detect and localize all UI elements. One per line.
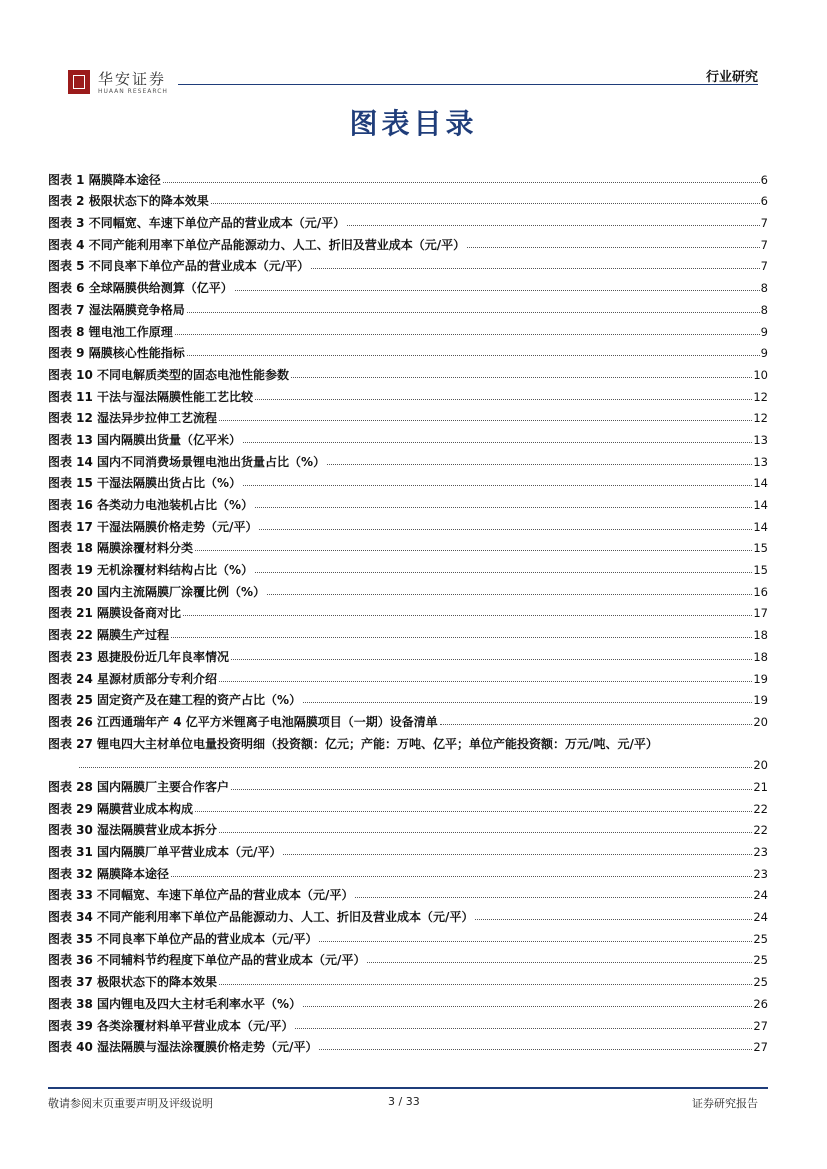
toc-entry[interactable] bbox=[48, 252, 768, 274]
disclaimer-note: 敬请参阅末页重要声明及评级说明 bbox=[48, 1097, 213, 1110]
toc-entry-page: 9 bbox=[760, 346, 768, 361]
toc-entry-page: 25 bbox=[753, 931, 768, 946]
toc-entry-page: 7 bbox=[760, 237, 768, 252]
toc-entry[interactable] bbox=[48, 729, 768, 751]
toc-entry-label: 图表 38 国内锂电及四大主材毛利率水平（%） bbox=[48, 996, 302, 1011]
toc-entry-label: 图表 19 无机涂覆材料结构占比（%） bbox=[48, 563, 254, 578]
toc-entry[interactable] bbox=[48, 946, 768, 968]
toc-entry-label: 图表 21 隔膜设备商对比 bbox=[48, 606, 182, 621]
toc-entry-label: 图表 12 湿法异步拉伸工艺流程 bbox=[48, 411, 218, 426]
toc-entry[interactable] bbox=[48, 707, 768, 729]
leader-dots bbox=[291, 377, 752, 378]
toc-entry[interactable] bbox=[48, 577, 768, 599]
toc-entry-continuation bbox=[48, 751, 768, 773]
toc-entry-page: 22 bbox=[753, 823, 768, 838]
toc-entry-page: 24 bbox=[753, 910, 768, 925]
toc-entry-label: 图表 23 恩捷股份近几年良率情况 bbox=[48, 649, 230, 664]
leader-dots bbox=[163, 182, 760, 183]
leader-dots bbox=[440, 724, 753, 725]
toc-entry[interactable] bbox=[48, 816, 768, 838]
leader-dots bbox=[211, 203, 760, 204]
leader-dots bbox=[367, 962, 752, 963]
toc-entry[interactable] bbox=[48, 165, 768, 187]
toc-entry-label: 图表 27 锂电四大主材单位电量投资明细（投资额：亿元；产能：万吨、亿平；单位产能投资额：万元/吨、元/平） bbox=[48, 736, 658, 751]
leader-dots bbox=[195, 811, 752, 812]
toc-entry-label: 图表 36 不同辅料节约程度下单位产品的营业成本（元/平） bbox=[48, 953, 366, 968]
toc-entry[interactable] bbox=[48, 859, 768, 881]
toc-entry-page: 25 bbox=[753, 975, 768, 990]
leader-dots bbox=[303, 702, 752, 703]
toc-entry-page: 23 bbox=[753, 845, 768, 859]
toc-entry[interactable] bbox=[48, 273, 768, 295]
toc-entry-label: 图表 5 不同良率下单位产品的营业成本（元/平） bbox=[48, 259, 310, 274]
section-label: 行业研究 bbox=[705, 70, 758, 85]
toc-entry[interactable] bbox=[48, 382, 768, 404]
toc-entry[interactable] bbox=[48, 902, 768, 924]
toc-entry-page: 14 bbox=[753, 519, 768, 534]
toc-entry[interactable] bbox=[48, 187, 768, 209]
toc-entry-label: 图表 34 不同产能利用率下单位产品能源动力、人工、折旧及营业成本（元/平） bbox=[48, 910, 474, 925]
toc-entry-page: 24 bbox=[753, 888, 768, 903]
leader-dots bbox=[243, 485, 752, 486]
toc-entry-label: 图表 16 各类动力电池装机占比（%） bbox=[48, 498, 254, 512]
leader-dots bbox=[219, 420, 752, 421]
toc-entry-label: 图表 39 各类涂覆材料单平营业成本（元/平） bbox=[48, 1018, 294, 1033]
leader-dots bbox=[355, 897, 752, 898]
toc-entry-label: 图表 18 隔膜涂覆材料分类 bbox=[48, 541, 194, 556]
toc-entry-page: 26 bbox=[753, 996, 768, 1011]
toc-entry[interactable] bbox=[48, 490, 768, 512]
leader-dots bbox=[319, 941, 752, 942]
toc-entry-label: 图表 26 江西通瑞年产 4 亿平方米锂离子电池隔膜项目（一期）设备清单 bbox=[48, 714, 438, 729]
leader-dots bbox=[259, 529, 752, 530]
toc-entry-label: 图表 37 极限状态下的降本效果 bbox=[48, 975, 218, 990]
leader-dots bbox=[187, 312, 760, 313]
toc-entry-label: 图表 30 湿法隔膜营业成本拆分 bbox=[48, 823, 218, 838]
toc-entry-label: 图表 32 隔膜降本途径 bbox=[48, 866, 170, 881]
toc-entry[interactable] bbox=[48, 404, 768, 426]
toc-entry-page: 12 bbox=[753, 411, 768, 426]
page-header bbox=[48, 66, 758, 102]
toc-entry-page: 27 bbox=[753, 1040, 768, 1055]
toc-entry-page: 6 bbox=[760, 194, 768, 209]
toc-entry[interactable] bbox=[48, 664, 768, 686]
toc-entry-label: 图表 4 不同产能利用率下单位产品能源动力、人工、折旧及营业成本（元/平） bbox=[48, 237, 466, 252]
toc-entry-page: 19 bbox=[753, 671, 768, 686]
toc-entry-page: 8 bbox=[760, 281, 768, 296]
toc-entry-page: 14 bbox=[753, 476, 768, 491]
toc-entry-page: 13 bbox=[753, 432, 768, 447]
toc-entry[interactable] bbox=[48, 360, 768, 382]
leader-dots bbox=[79, 767, 752, 768]
toc-entry-page: 18 bbox=[753, 628, 768, 643]
toc-entry[interactable] bbox=[48, 295, 768, 317]
toc-entry[interactable] bbox=[48, 620, 768, 642]
toc-entry[interactable] bbox=[48, 317, 768, 339]
toc-entry-label: 图表 9 隔膜核心性能指标 bbox=[48, 346, 185, 361]
toc-entry-page: 14 bbox=[753, 498, 768, 512]
toc-entry[interactable] bbox=[48, 772, 768, 794]
toc-entry[interactable] bbox=[48, 794, 768, 816]
toc-entry[interactable] bbox=[48, 425, 768, 447]
page-number: 3 / 33 bbox=[388, 1095, 420, 1108]
leader-dots bbox=[467, 247, 760, 248]
header-divider bbox=[178, 84, 758, 85]
leader-dots bbox=[283, 854, 752, 855]
toc-entry[interactable] bbox=[48, 837, 768, 859]
toc-entry-page: 12 bbox=[753, 389, 768, 404]
page-title: 图表目录 bbox=[349, 107, 478, 140]
toc-entry-page: 15 bbox=[753, 563, 768, 578]
toc-entry-label: 图表 33 不同幅宽、车速下单位产品的营业成本（元/平） bbox=[48, 888, 354, 903]
leader-dots bbox=[255, 572, 752, 573]
toc-entry[interactable] bbox=[48, 642, 768, 664]
leader-dots bbox=[219, 984, 752, 985]
toc-entry-label: 图表 2 极限状态下的降本效果 bbox=[48, 194, 209, 209]
toc-entry-page: 17 bbox=[753, 606, 768, 621]
leader-dots bbox=[255, 507, 752, 508]
leader-dots bbox=[175, 334, 760, 335]
leader-dots bbox=[327, 464, 752, 465]
toc-entry-page: 9 bbox=[760, 324, 768, 339]
toc-entry-label: 图表 24 星源材质部分专利介绍 bbox=[48, 671, 218, 686]
leader-dots bbox=[195, 550, 752, 551]
toc-entry[interactable] bbox=[48, 881, 768, 903]
leader-dots bbox=[255, 399, 752, 400]
toc-entry-page: 15 bbox=[753, 541, 768, 556]
toc-entry-page: 27 bbox=[753, 1018, 768, 1033]
leader-dots bbox=[219, 832, 752, 833]
toc-entry-label: 图表 11 干法与湿法隔膜性能工艺比较 bbox=[48, 389, 254, 404]
toc-entry[interactable] bbox=[48, 599, 768, 621]
leader-dots bbox=[475, 919, 752, 920]
toc-entry-page: 22 bbox=[753, 801, 768, 816]
toc-entry-page: 7 bbox=[760, 216, 768, 231]
leader-dots bbox=[295, 1028, 752, 1029]
toc-entry-label: 图表 22 隔膜生产过程 bbox=[48, 628, 170, 643]
toc-entry-label: 图表 31 国内隔膜厂单平营业成本（元/平） bbox=[48, 845, 282, 859]
toc-entry-label: 图表 14 国内不同消费场景锂电池出货量占比（%） bbox=[48, 454, 326, 469]
toc-entry[interactable] bbox=[48, 967, 768, 989]
toc-entry-label: 图表 17 干湿法隔膜价格走势（元/平） bbox=[48, 519, 258, 534]
toc-entry-page: 16 bbox=[753, 584, 768, 599]
toc-entry-page: 8 bbox=[760, 302, 768, 317]
toc-entry-label: 图表 40 湿法隔膜与湿法涂覆膜价格走势（元/平） bbox=[48, 1040, 318, 1055]
leader-dots bbox=[171, 637, 752, 638]
toc-entry[interactable] bbox=[48, 447, 768, 469]
leader-dots bbox=[243, 442, 752, 443]
toc-entry-label: 图表 35 不同良率下单位产品的营业成本（元/平） bbox=[48, 931, 318, 946]
leader-dots bbox=[347, 225, 760, 226]
toc-entry-label: 图表 1 隔膜降本途径 bbox=[48, 172, 161, 187]
toc-entry[interactable] bbox=[48, 989, 768, 1011]
huaan-logo-icon bbox=[68, 70, 90, 94]
toc-entry-label: 图表 6 全球隔膜供给测算（亿平） bbox=[48, 281, 233, 296]
toc-entry-page: 6 bbox=[760, 172, 768, 187]
toc-entry[interactable] bbox=[48, 230, 768, 252]
toc-entry-page: 21 bbox=[753, 779, 768, 794]
toc-entry-page: 20 bbox=[753, 758, 768, 773]
toc-entry-page: 19 bbox=[753, 693, 768, 708]
toc-entry-page: 13 bbox=[753, 454, 768, 469]
toc-entry[interactable] bbox=[48, 686, 768, 708]
toc-entry[interactable] bbox=[48, 1011, 768, 1033]
leader-dots bbox=[235, 290, 760, 291]
toc-entry-label: 图表 29 隔膜营业成本构成 bbox=[48, 801, 194, 816]
leader-dots bbox=[187, 355, 760, 356]
toc-entry[interactable] bbox=[48, 469, 768, 491]
leader-dots bbox=[171, 876, 752, 877]
toc-entry-page: 18 bbox=[753, 649, 768, 664]
toc-entry-label: 图表 20 国内主流隔膜厂涂覆比例（%） bbox=[48, 584, 266, 599]
logo-text: 华安证券 bbox=[98, 70, 167, 88]
toc-entry-label: 图表 8 锂电池工作原理 bbox=[48, 324, 173, 339]
leader-dots bbox=[303, 1006, 752, 1007]
toc-entry-page: 20 bbox=[753, 714, 768, 729]
logo-subtext: HUAAN RESEARCH bbox=[98, 88, 168, 95]
toc-entry-label: 图表 7 湿法隔膜竞争格局 bbox=[48, 302, 185, 317]
toc-entry[interactable] bbox=[48, 208, 768, 230]
leader-dots bbox=[311, 268, 760, 269]
toc-entry-page: 25 bbox=[753, 953, 768, 968]
toc-entry-label: 图表 13 国内隔膜出货量（亿平米） bbox=[48, 432, 242, 447]
leader-dots bbox=[231, 789, 752, 790]
footer-divider bbox=[48, 1087, 768, 1089]
leader-dots bbox=[267, 594, 752, 595]
toc-entry[interactable] bbox=[48, 924, 768, 946]
leader-dots bbox=[319, 1049, 752, 1050]
table-of-figures bbox=[48, 165, 768, 1054]
leader-dots bbox=[219, 681, 752, 682]
report-type: 证券研究报告 bbox=[692, 1097, 758, 1110]
leader-dots bbox=[231, 659, 752, 660]
toc-entry[interactable] bbox=[48, 512, 768, 534]
toc-entry-label: 图表 25 固定资产及在建工程的资产占比（%） bbox=[48, 693, 302, 708]
toc-entry-label: 图表 15 干湿法隔膜出货占比（%） bbox=[48, 476, 242, 491]
toc-entry-page: 7 bbox=[760, 259, 768, 274]
toc-entry-page: 23 bbox=[753, 866, 768, 881]
toc-entry[interactable] bbox=[48, 555, 768, 577]
toc-entry[interactable] bbox=[48, 1033, 768, 1055]
toc-entry-label: 图表 10 不同电解质类型的固态电池性能参数 bbox=[48, 367, 290, 382]
leader-dots bbox=[183, 615, 752, 616]
toc-entry-page: 10 bbox=[753, 367, 768, 382]
toc-entry-label: 图表 28 国内隔膜厂主要合作客户 bbox=[48, 779, 230, 794]
toc-entry-label: 图表 3 不同幅宽、车速下单位产品的营业成本（元/平） bbox=[48, 216, 346, 231]
toc-entry[interactable] bbox=[48, 534, 768, 556]
toc-entry[interactable] bbox=[48, 339, 768, 361]
